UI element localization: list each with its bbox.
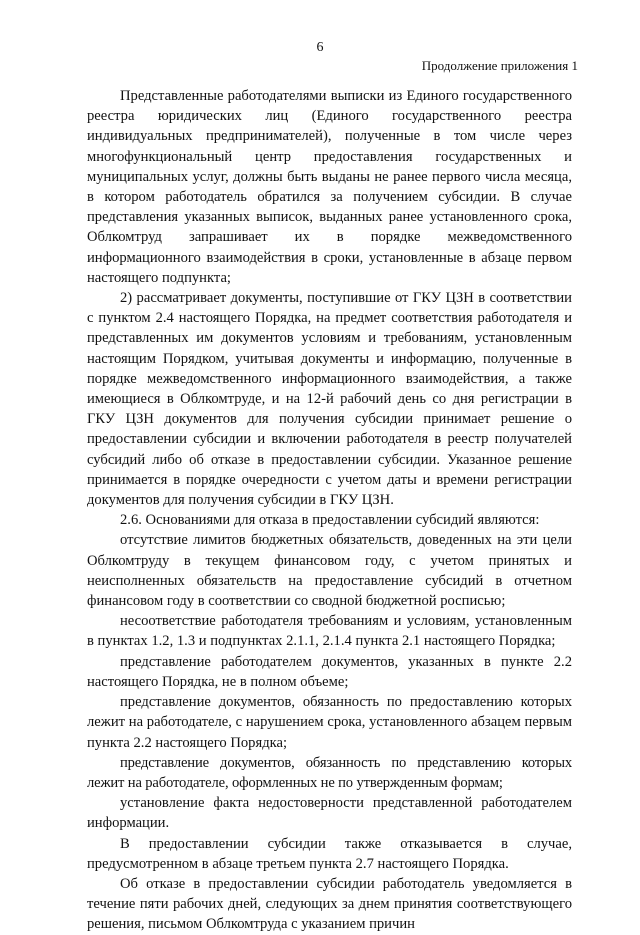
page-number: 6 [316, 40, 324, 55]
document-body [87, 86, 572, 935]
paragraph: несоответствие работодателя требованиям и условиям, установленным в пунктах 1.2, 1.3 и подпунктах 2.1.1, 2.1.4 пункта 2.1 настоящего Порядка; [87, 613, 572, 650]
paragraph: представление документов, обязанность по представлению которых лежит на работодателе, оформленных не по утвержденным формам; [87, 754, 572, 791]
paragraph: представление документов, обязанность по предоставлению которых лежит на работодателе, с нарушением срока, установленного абзацем первым пункта 2.2 настоящего Порядка; [87, 694, 572, 751]
paragraph: отсутствие лимитов бюджетных обязательств, доведенных на эти цели Облкомтруду в текущем финансовом году, с учетом принятых и неисполненных обязательств на предоставление субсидий в отчетном финансовом году в соответствии со сводной бюджетной росписью; [87, 532, 572, 610]
paragraph: 2) рассматривает документы, поступившие от ГКУ ЦЗН в соответствии с пунктом 2.4 настоящего Порядка, на предмет соответствия работодателя и представленных им документов условиям и требованиям, установленным настоящим Порядком, учитывая документы и информацию, полученные в порядке межведомственного информационного взаимодействия, а также имеющиеся в Облкомтруде, и на 12-й рабочий день со дня регистрации в ГКУ ЦЗН документов для получения субсидии принимает решение о предоставлении субсидии и включении работодателя в реестр получателей субсидий либо об отказе в предоставлении субсидии. Указанное решение принимается в порядке очередности с учетом даты и времени регистрации документов для получения субсидии в ГКУ ЦЗН. [87, 290, 572, 509]
continuation-label: Продолжение приложения 1 [421, 58, 578, 73]
paragraph: установление факта недостоверности представленной работодателем информации. [87, 795, 572, 832]
paragraph: 2.6. Основаниями для отказа в предоставлении субсидий являются: [120, 512, 540, 529]
paragraph: представление работодателем документов, указанных в пункте 2.2 настоящего Порядка, не в полном объеме; [87, 653, 572, 690]
paragraph: Представленные работодателями выписки из Единого государственного реестра юридических лиц (Единого государственного реестра индивидуальных предпринимателей), полученные в том числе через многофункциональный центр предоставления государственных и муниципальных услуг, должны быть выданы не ранее первого числа месяца, в котором работодатель обратился за получением субсидии. В случае представления указанных выписок, выданных ранее установленного срока, Облкомтруд запрашивает их в порядке межведомственного информационного взаимодействия в сроки, установленные в абзаце первом настоящего подпункта; [87, 88, 572, 286]
paragraph: В предоставлении субсидии также отказывается в случае, предусмотренном в абзаце третьем пункта 2.7 настоящего Порядка. [87, 835, 572, 872]
paragraph: Об отказе в предоставлении субсидии работодатель уведомляется в течение пяти рабочих дней, следующих за днем принятия соответствующего решения, письмом Облкомтруда с указанием причин [87, 875, 572, 933]
